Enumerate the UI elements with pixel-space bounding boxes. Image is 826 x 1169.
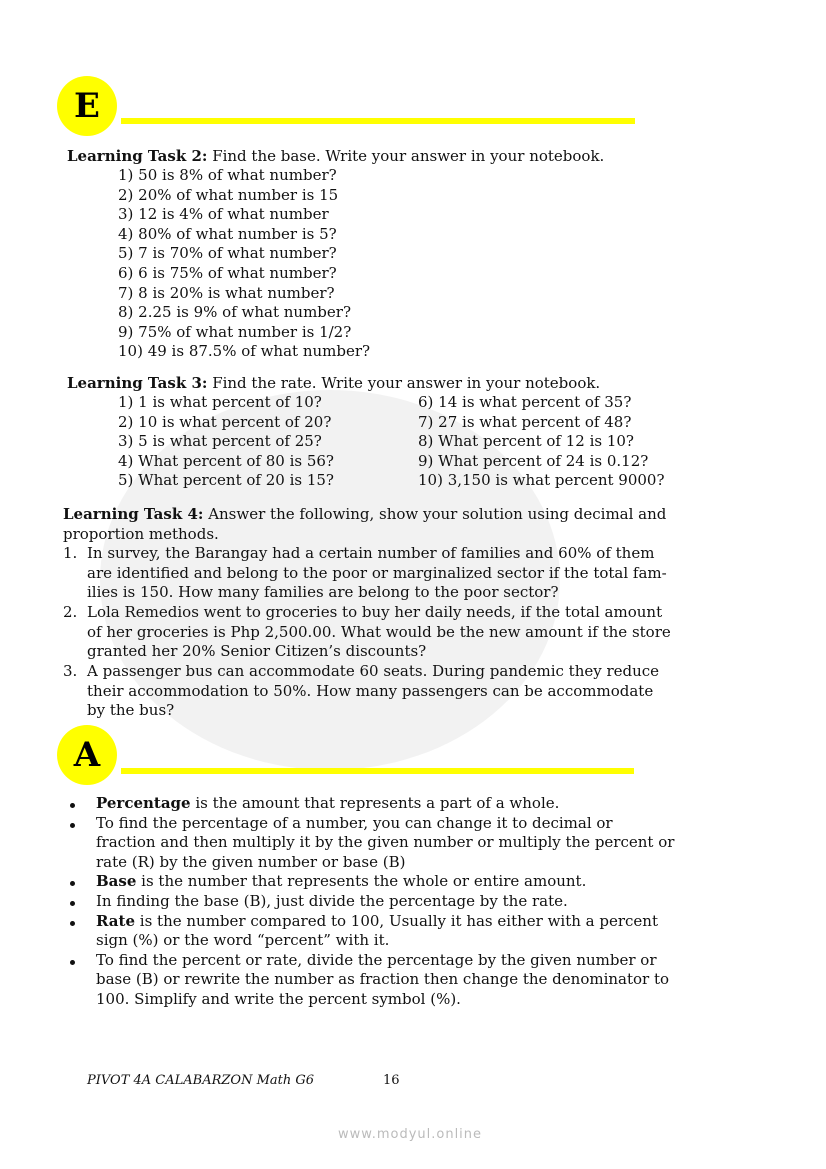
task2-item: 4) 80% of what number is 5?: [118, 224, 337, 243]
task2-instruction: Find the base. Write your answer in your notebook.: [207, 147, 605, 165]
bullet-text: To find the percent or rate, divide the percentage by the given number or: [96, 950, 657, 969]
task4-heading: [63, 505, 666, 524]
task3-instruction: Find the rate. Write your answer in your notebook.: [207, 374, 601, 392]
task3-item: 5) What percent of 20 is 15?: [118, 471, 334, 490]
task2-item: 2) 20% of what number is 15: [118, 185, 339, 204]
bullet-text: is the amount that represents a part of a whole.: [190, 794, 560, 812]
problem-line: their accommodation to 50%. How many passengers can be accommodate: [87, 681, 654, 700]
task3-heading: [67, 374, 600, 393]
bullet-term: Percentage: [96, 794, 191, 812]
task2-item: 3) 12 is 4% of what number: [118, 205, 329, 224]
task3-item: 7) 27 is what percent of 48?: [418, 412, 632, 431]
task3-item: 10) 3,150 is what percent 9000?: [418, 471, 665, 490]
task2-item: 5) 7 is 70% of what number?: [118, 244, 337, 263]
bullet-term: Rate: [96, 911, 136, 930]
task2-item: 1) 50 is 8% of what number?: [118, 166, 337, 184]
bullet-text: is the number compared to 100, Usually it has either with a percent: [135, 911, 658, 930]
bullet-text: fraction and then multiply it by the given number or multiply the percent or: [96, 833, 675, 852]
footer-page-number: 16: [383, 1073, 400, 1088]
bullet-text: base (B) or rewrite the number as fraction then change the denominator to: [96, 970, 670, 989]
task3-item: 4) What percent of 80 is 56?: [118, 451, 334, 470]
problem-line: A passenger bus can accommodate 60 seats. During pandemic they reduce: [87, 662, 660, 680]
problem-line: granted her 20% Senior Citizen’s discounts?: [87, 642, 427, 661]
footer-source: PIVOT 4A CALABARZON Math G6: [87, 1073, 315, 1088]
bullet-text: 100. Simplify and write the percent symbol (%).: [96, 990, 461, 1008]
task4-instruction: Answer the following, show your solution using decimal and: [203, 505, 667, 523]
section-e-letter: E: [74, 86, 100, 126]
problem-line: are identified and belong to the poor or marginalized sector if the total fam-: [87, 563, 667, 582]
bullet-icon: [70, 901, 75, 906]
task2-label: Learning Task 2:: [67, 147, 208, 165]
section-e-badge: [57, 76, 117, 136]
section-a-letter: A: [73, 735, 101, 775]
problem-line: of her groceries is Php 2,500.00. What would be the new amount if the store: [87, 622, 671, 641]
bullet-icon: [70, 803, 75, 808]
task3-item: 6) 14 is what percent of 35?: [418, 393, 632, 411]
task2-item: 9) 75% of what number is 1/2?: [118, 322, 352, 341]
task2-list: [118, 166, 370, 361]
task3-item: 2) 10 is what percent of 20?: [118, 412, 332, 431]
problem-number: 2.: [63, 603, 78, 621]
section-a-underline: [121, 768, 634, 774]
bullet-term: Base: [96, 872, 137, 891]
problem-line: by the bus?: [87, 701, 175, 720]
bullet-text: is the number that represents the whole or entire amount.: [136, 872, 587, 891]
problem-line: Lola Remedios went to groceries to buy her daily needs, if the total amount: [87, 603, 663, 621]
problem-number: 3.: [63, 662, 78, 680]
task3-right-column: [418, 393, 665, 490]
bullet-item: [96, 794, 559, 813]
problem-line: In survey, the Barangay had a certain number of families and 60% of them: [87, 544, 655, 562]
bullet-item: [96, 872, 586, 891]
task3-left-column: [118, 393, 334, 490]
task3-item: 1) 1 is what percent of 10?: [118, 393, 322, 411]
task2-heading: [67, 147, 604, 166]
bullet-text: rate (R) by the given number or base (B): [96, 852, 406, 871]
task4-label: Learning Task 4:: [63, 505, 204, 523]
bullet-text: sign (%) or the word “percent” with it.: [96, 931, 390, 950]
bullet-item: [96, 912, 658, 931]
task3-item: 8) What percent of 12 is 10?: [418, 432, 634, 451]
task2-item: 8) 2.25 is 9% of what number?: [118, 303, 351, 322]
task3-item: 3) 5 is what percent of 25?: [118, 432, 322, 451]
bullet-icon: [70, 960, 75, 965]
task3-label: Learning Task 3:: [67, 374, 208, 392]
section-a-badge: [57, 725, 117, 785]
task3-item: 9) What percent of 24 is 0.12?: [418, 451, 649, 470]
task2-item: 6) 6 is 75% of what number?: [118, 263, 337, 282]
bullet-text: In finding the base (B), just divide the percentage by the rate.: [96, 892, 568, 910]
section-e-underline: [121, 118, 635, 124]
task2-item: 10) 49 is 87.5% of what number?: [118, 342, 371, 361]
task2-item: 7) 8 is 20% is what number?: [118, 283, 335, 302]
task4-instruction-cont: proportion methods.: [63, 525, 219, 543]
bullet-text: To find the percentage of a number, you can change it to decimal or: [96, 813, 613, 832]
problem-line: ilies is 150. How many families are belong to the poor sector?: [87, 583, 559, 602]
website-watermark: www.modyul.online: [338, 1127, 483, 1142]
bullet-icon: [70, 881, 75, 886]
problem-number: 1.: [63, 544, 78, 562]
bullet-icon: [70, 921, 75, 926]
bullet-icon: [70, 823, 75, 828]
